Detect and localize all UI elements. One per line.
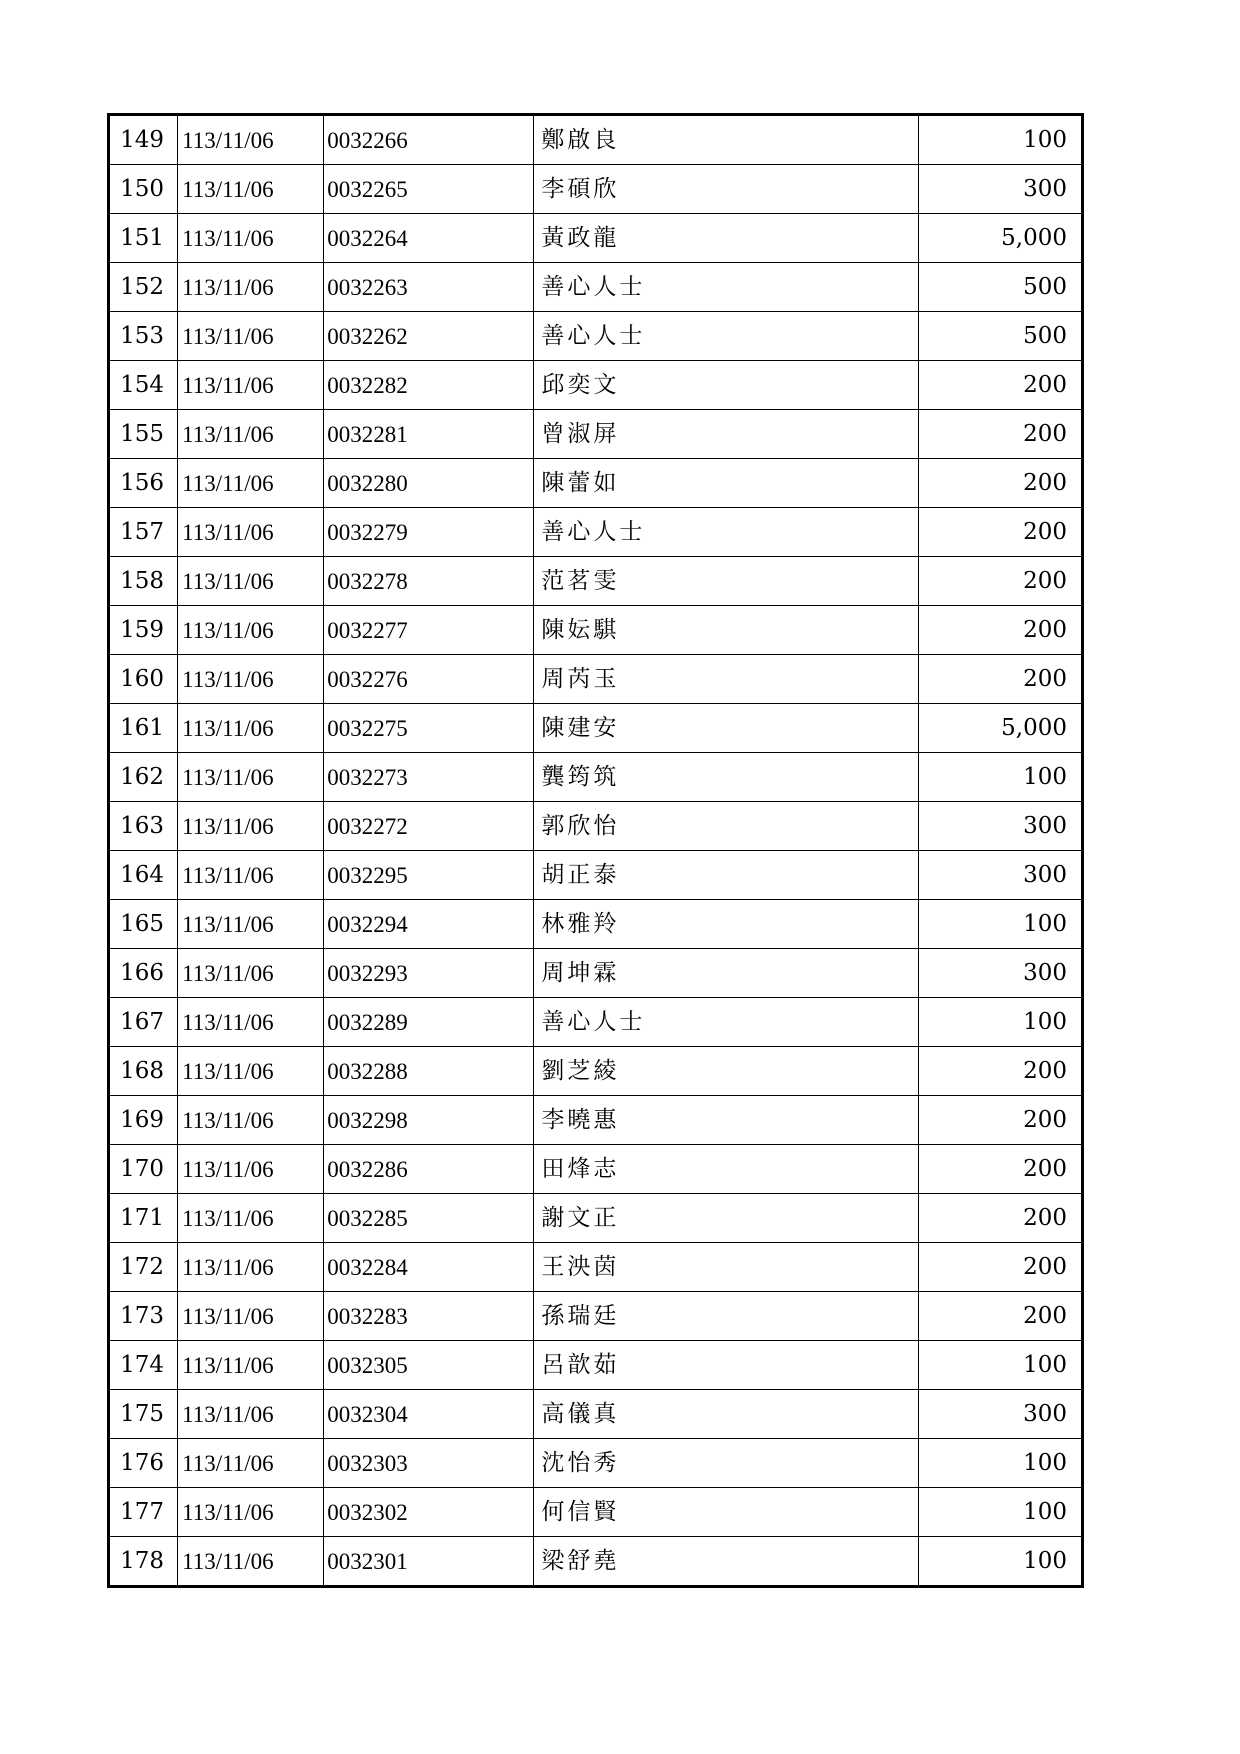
table-row [109, 1292, 1083, 1341]
row-number-cell: 164 [109, 851, 178, 900]
row-number-cell: 161 [109, 704, 178, 753]
row-number-cell: 152 [109, 263, 178, 312]
table-row [109, 900, 1083, 949]
donor-name-cell: 陳蕾如 [534, 459, 918, 508]
receipt-number-cell: 0032298 [324, 1096, 534, 1145]
amount-cell: 200 [918, 361, 1082, 410]
donor-name-cell: 王泱茵 [534, 1243, 918, 1292]
date-cell: 113/11/06 [178, 949, 324, 998]
donor-name-cell: 周坤霖 [534, 949, 918, 998]
receipt-number-cell: 0032301 [324, 1537, 534, 1587]
amount-cell: 200 [918, 1292, 1082, 1341]
receipt-number-cell: 0032275 [324, 704, 534, 753]
row-number-cell: 154 [109, 361, 178, 410]
date-cell: 113/11/06 [178, 214, 324, 263]
amount-cell: 200 [918, 1194, 1082, 1243]
row-number-cell: 157 [109, 508, 178, 557]
donor-name-cell: 龔筠筑 [534, 753, 918, 802]
date-cell: 113/11/06 [178, 1243, 324, 1292]
receipt-number-cell: 0032303 [324, 1439, 534, 1488]
donor-name-cell: 沈怡秀 [534, 1439, 918, 1488]
amount-cell: 100 [918, 753, 1082, 802]
amount-cell: 200 [918, 1096, 1082, 1145]
row-number-cell: 166 [109, 949, 178, 998]
amount-cell: 100 [918, 115, 1082, 165]
donor-name-cell: 呂歆茹 [534, 1341, 918, 1390]
table-row [109, 949, 1083, 998]
date-cell: 113/11/06 [178, 115, 324, 165]
table-row [109, 361, 1083, 410]
donor-name-cell: 林雅羚 [534, 900, 918, 949]
amount-cell: 200 [918, 1047, 1082, 1096]
date-cell: 113/11/06 [178, 1341, 324, 1390]
receipt-number-cell: 0032284 [324, 1243, 534, 1292]
date-cell: 113/11/06 [178, 557, 324, 606]
donor-name-cell: 郭欣怡 [534, 802, 918, 851]
amount-cell: 100 [918, 900, 1082, 949]
date-cell: 113/11/06 [178, 410, 324, 459]
table-row [109, 998, 1083, 1047]
table-row [109, 214, 1083, 263]
date-cell: 113/11/06 [178, 1047, 324, 1096]
table-row [109, 312, 1083, 361]
receipt-number-cell: 0032282 [324, 361, 534, 410]
row-number-cell: 163 [109, 802, 178, 851]
row-number-cell: 175 [109, 1390, 178, 1439]
table-row [109, 1243, 1083, 1292]
row-number-cell: 149 [109, 115, 178, 165]
donor-name-cell: 何信賢 [534, 1488, 918, 1537]
amount-cell: 200 [918, 1145, 1082, 1194]
donor-name-cell: 曾淑屏 [534, 410, 918, 459]
receipt-number-cell: 0032285 [324, 1194, 534, 1243]
receipt-number-cell: 0032305 [324, 1341, 534, 1390]
amount-cell: 5,000 [918, 214, 1082, 263]
date-cell: 113/11/06 [178, 851, 324, 900]
row-number-cell: 177 [109, 1488, 178, 1537]
row-number-cell: 170 [109, 1145, 178, 1194]
amount-cell: 200 [918, 557, 1082, 606]
table-row [109, 655, 1083, 704]
row-number-cell: 153 [109, 312, 178, 361]
receipt-number-cell: 0032277 [324, 606, 534, 655]
table-row [109, 704, 1083, 753]
amount-cell: 100 [918, 1488, 1082, 1537]
receipt-number-cell: 0032295 [324, 851, 534, 900]
donor-name-cell: 善心人士 [534, 263, 918, 312]
date-cell: 113/11/06 [178, 1537, 324, 1587]
amount-cell: 100 [918, 1537, 1082, 1587]
receipt-number-cell: 0032265 [324, 165, 534, 214]
amount-cell: 200 [918, 1243, 1082, 1292]
table-row [109, 508, 1083, 557]
date-cell: 113/11/06 [178, 312, 324, 361]
date-cell: 113/11/06 [178, 655, 324, 704]
date-cell: 113/11/06 [178, 1292, 324, 1341]
date-cell: 113/11/06 [178, 1390, 324, 1439]
donor-name-cell: 范茗雯 [534, 557, 918, 606]
receipt-number-cell: 0032288 [324, 1047, 534, 1096]
row-number-cell: 168 [109, 1047, 178, 1096]
table-row [109, 115, 1083, 165]
amount-cell: 5,000 [918, 704, 1082, 753]
date-cell: 113/11/06 [178, 165, 324, 214]
date-cell: 113/11/06 [178, 508, 324, 557]
row-number-cell: 150 [109, 165, 178, 214]
row-number-cell: 171 [109, 1194, 178, 1243]
row-number-cell: 155 [109, 410, 178, 459]
date-cell: 113/11/06 [178, 998, 324, 1047]
amount-cell: 300 [918, 949, 1082, 998]
table-row [109, 753, 1083, 802]
date-cell: 113/11/06 [178, 263, 324, 312]
amount-cell: 200 [918, 410, 1082, 459]
receipt-number-cell: 0032283 [324, 1292, 534, 1341]
table-row [109, 1439, 1083, 1488]
receipt-number-cell: 0032266 [324, 115, 534, 165]
row-number-cell: 158 [109, 557, 178, 606]
table-row [109, 459, 1083, 508]
donor-name-cell: 善心人士 [534, 508, 918, 557]
amount-cell: 100 [918, 1439, 1082, 1488]
date-cell: 113/11/06 [178, 1096, 324, 1145]
donor-name-cell: 胡正泰 [534, 851, 918, 900]
date-cell: 113/11/06 [178, 753, 324, 802]
amount-cell: 100 [918, 998, 1082, 1047]
amount-cell: 500 [918, 312, 1082, 361]
date-cell: 113/11/06 [178, 459, 324, 508]
table-row [109, 1537, 1083, 1587]
donor-name-cell: 邱奕文 [534, 361, 918, 410]
donor-name-cell: 善心人士 [534, 312, 918, 361]
receipt-number-cell: 0032302 [324, 1488, 534, 1537]
receipt-number-cell: 0032279 [324, 508, 534, 557]
row-number-cell: 151 [109, 214, 178, 263]
amount-cell: 300 [918, 851, 1082, 900]
date-cell: 113/11/06 [178, 1439, 324, 1488]
receipt-number-cell: 0032278 [324, 557, 534, 606]
donor-name-cell: 周芮玉 [534, 655, 918, 704]
donor-name-cell: 孫瑞廷 [534, 1292, 918, 1341]
amount-cell: 100 [918, 1341, 1082, 1390]
row-number-cell: 173 [109, 1292, 178, 1341]
receipt-number-cell: 0032263 [324, 263, 534, 312]
date-cell: 113/11/06 [178, 802, 324, 851]
date-cell: 113/11/06 [178, 704, 324, 753]
table-row [109, 1047, 1083, 1096]
table-row [109, 1488, 1083, 1537]
amount-cell: 500 [918, 263, 1082, 312]
donor-name-cell: 梁舒堯 [534, 1537, 918, 1587]
row-number-cell: 165 [109, 900, 178, 949]
amount-cell: 200 [918, 606, 1082, 655]
donor-name-cell: 善心人士 [534, 998, 918, 1047]
row-number-cell: 160 [109, 655, 178, 704]
row-number-cell: 169 [109, 1096, 178, 1145]
donor-name-cell: 高儀真 [534, 1390, 918, 1439]
table-row [109, 1194, 1083, 1243]
table-row [109, 606, 1083, 655]
table-row [109, 410, 1083, 459]
amount-cell: 200 [918, 655, 1082, 704]
row-number-cell: 167 [109, 998, 178, 1047]
receipt-number-cell: 0032280 [324, 459, 534, 508]
row-number-cell: 176 [109, 1439, 178, 1488]
receipt-number-cell: 0032293 [324, 949, 534, 998]
row-number-cell: 162 [109, 753, 178, 802]
amount-cell: 200 [918, 459, 1082, 508]
table-row [109, 557, 1083, 606]
receipt-number-cell: 0032289 [324, 998, 534, 1047]
receipt-number-cell: 0032264 [324, 214, 534, 263]
donor-name-cell: 謝文正 [534, 1194, 918, 1243]
receipt-number-cell: 0032276 [324, 655, 534, 704]
donor-name-cell: 劉芝綾 [534, 1047, 918, 1096]
row-number-cell: 174 [109, 1341, 178, 1390]
receipt-number-cell: 0032273 [324, 753, 534, 802]
table-row [109, 1341, 1083, 1390]
donor-name-cell: 田烽志 [534, 1145, 918, 1194]
row-number-cell: 156 [109, 459, 178, 508]
date-cell: 113/11/06 [178, 606, 324, 655]
table-row [109, 1096, 1083, 1145]
donor-name-cell: 黃政龍 [534, 214, 918, 263]
receipt-number-cell: 0032281 [324, 410, 534, 459]
date-cell: 113/11/06 [178, 1145, 324, 1194]
receipt-number-cell: 0032304 [324, 1390, 534, 1439]
date-cell: 113/11/06 [178, 361, 324, 410]
table-row [109, 802, 1083, 851]
donor-name-cell: 李曉惠 [534, 1096, 918, 1145]
receipt-number-cell: 0032262 [324, 312, 534, 361]
table-row [109, 851, 1083, 900]
date-cell: 113/11/06 [178, 1194, 324, 1243]
donor-name-cell: 陳建安 [534, 704, 918, 753]
donor-name-cell: 李碩欣 [534, 165, 918, 214]
table-row [109, 1145, 1083, 1194]
donor-name-cell: 鄭啟良 [534, 115, 918, 165]
row-number-cell: 159 [109, 606, 178, 655]
table-body [109, 115, 1083, 1587]
donor-name-cell: 陳妘騏 [534, 606, 918, 655]
receipt-number-cell: 0032294 [324, 900, 534, 949]
receipt-number-cell: 0032272 [324, 802, 534, 851]
donation-table [107, 113, 1084, 1588]
amount-cell: 300 [918, 802, 1082, 851]
table-row [109, 263, 1083, 312]
amount-cell: 300 [918, 1390, 1082, 1439]
amount-cell: 300 [918, 165, 1082, 214]
row-number-cell: 172 [109, 1243, 178, 1292]
receipt-number-cell: 0032286 [324, 1145, 534, 1194]
table-row [109, 165, 1083, 214]
amount-cell: 200 [918, 508, 1082, 557]
table-row [109, 1390, 1083, 1439]
date-cell: 113/11/06 [178, 900, 324, 949]
row-number-cell: 178 [109, 1537, 178, 1587]
date-cell: 113/11/06 [178, 1488, 324, 1537]
